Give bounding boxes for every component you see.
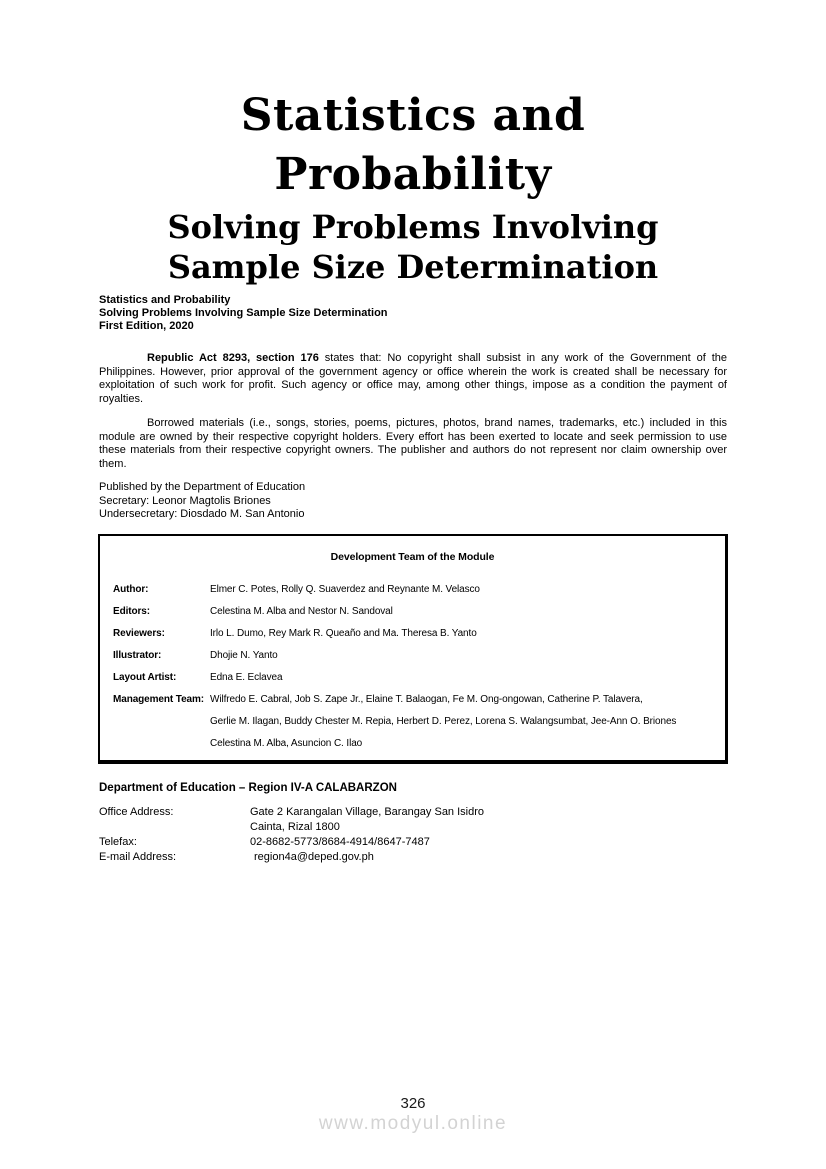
team-row-illustrator-label: Illustrator: xyxy=(113,649,162,661)
module-subtitle xyxy=(0,207,826,287)
team-row-editors-value: Celestina M. Alba and Nestor N. Sandoval xyxy=(210,605,393,617)
development-team-rows xyxy=(100,583,725,759)
team-row-author-value: Elmer C. Potes, Rolly Q. Suaverdez and Reynante M. Velasco xyxy=(210,583,480,595)
office-address-label: Office Address: xyxy=(99,805,174,818)
management-team-line2: Gerlie M. Ilagan, Buddy Chester M. Repia, Herbert D. Perez, Lorena S. Walangsumbat, Jee-Ann O. Briones xyxy=(210,715,677,727)
management-team-line3: Celestina M. Alba, Asuncion C. Ilao xyxy=(210,737,363,749)
page-content xyxy=(99,294,727,865)
office-address-2-value: Cainta, Rizal 1800 xyxy=(250,820,340,833)
telefax-value: 02-8682-5773/8684-4914/8647-7487 xyxy=(250,835,430,848)
development-team-header: Development Team of the Module xyxy=(330,550,495,563)
module-title xyxy=(0,86,826,204)
edition-subject: Statistics and Probability xyxy=(99,294,231,306)
management-team-line1: Wilfredo E. Cabral, Job S. Zape Jr., Elaine T. Balaogan, Fe M. Ong-ongowan, Catherine P. Talavera, xyxy=(210,693,643,705)
module-subtitle-line1: Solving Problems Involving xyxy=(167,208,659,246)
module-title-line1: Statistics and xyxy=(240,90,586,141)
team-row-layout-artist xyxy=(100,671,725,684)
team-row-reviewers-label: Reviewers: xyxy=(113,627,165,639)
region-heading: Department of Education – Region IV-A CALABARZON xyxy=(99,781,397,794)
page-number: 326 xyxy=(400,1095,426,1112)
team-row-layout-artist-label: Layout Artist: xyxy=(113,671,177,683)
email-label: E-mail Address: xyxy=(99,850,177,863)
watermark-text: www.modyul.online xyxy=(318,1113,508,1134)
title-block xyxy=(0,0,826,287)
development-team-box xyxy=(98,534,728,764)
secretary-line: Secretary: Leonor Magtolis Briones xyxy=(99,494,271,507)
team-row-reviewers-value: Irlo L. Dumo, Rey Mark R. Queaño and Ma. Theresa B. Yanto xyxy=(210,627,477,639)
republic-act-lead: Republic Act 8293, section 176 xyxy=(147,352,319,364)
copyright-paragraph-1 xyxy=(99,352,727,406)
module-title-line2: Probability xyxy=(274,149,552,200)
team-row-management-team xyxy=(100,693,725,759)
office-address-2-label xyxy=(99,820,250,835)
team-row-author-label: Author: xyxy=(113,583,149,595)
team-row-reviewers xyxy=(100,627,725,640)
published-by-line: Published by the Department of Education xyxy=(99,481,306,493)
office-address-value: Gate 2 Karangalan Village, Barangay San Isidro xyxy=(250,805,485,818)
team-row-illustrator-value: Dhojie N. Yanto xyxy=(210,649,278,661)
edition-block xyxy=(99,294,727,333)
team-row-management-team-value xyxy=(210,693,725,759)
team-row-layout-artist-value: Edna E. Eclavea xyxy=(210,671,283,683)
team-row-editors-label: Editors: xyxy=(113,605,150,617)
module-subtitle-line2: Sample Size Determination xyxy=(167,248,659,286)
team-row-editors xyxy=(100,605,725,618)
email-value: region4a@deped.gov.ph xyxy=(254,850,374,863)
team-row-author xyxy=(100,583,725,596)
contact-row-office-address xyxy=(99,805,727,820)
telefax-label: Telefax: xyxy=(99,835,137,848)
publisher-block xyxy=(99,481,727,522)
edition-info: First Edition, 2020 xyxy=(99,320,194,332)
contact-row-telefax xyxy=(99,835,727,850)
copyright-paragraph-2: Borrowed materials (i.e., songs, stories, poems, pictures, photos, brand names, trademarks, etc.) included in this module are owned by their respective copyright holders. Every effort has been exerted to locate and seek permission to use these materials from their respective copyright owners. The publisher and authors do not represent nor claim ownership over them. xyxy=(99,417,727,470)
undersecretary-line: Undersecretary: Diosdado M. San Antonio xyxy=(99,508,305,520)
edition-module-name: Solving Problems Involving Sample Size Determination xyxy=(99,307,388,319)
team-row-management-team-label: Management Team: xyxy=(113,693,205,705)
contact-row-email xyxy=(99,850,727,865)
contact-row-office-address-2 xyxy=(99,820,727,835)
contact-block xyxy=(99,805,727,865)
team-row-illustrator xyxy=(100,649,725,662)
copyright-paragraph-1-text: states that: No copyright shall subsist in any work of the Government of the Philippines. However, prior approval of the government agency or office wherein the work is created shall be necessary for exploitation of such work for profit. Such agency or office may, among other things, impose as a condition the payment of royalties. xyxy=(99,352,727,405)
